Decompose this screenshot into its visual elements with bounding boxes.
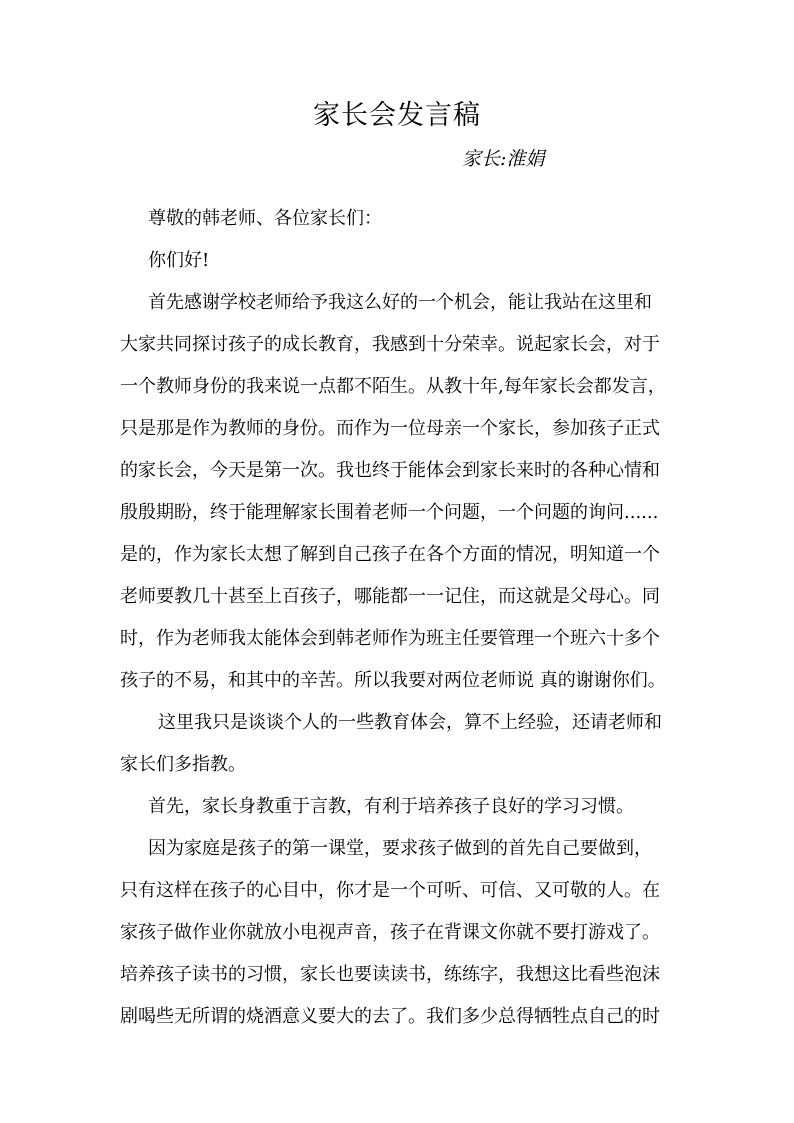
paragraph-line: 家长们多指教。 (120, 754, 246, 775)
paragraph-line: 殷殷期盼，终于能理解家长围着老师一个问题，一个问题的询问...... (120, 502, 659, 523)
paragraph-line: 因为家庭是孩子的第一课堂，要求孩子做到的首先自己要做到， (148, 838, 652, 859)
paragraph-line: 剧喝些无所谓的烧酒意义要大的去了。我们多少总得牺牲点自己的时 (120, 1006, 660, 1027)
paragraph-line: 家孩子做作业你就放小电视声音，孩子在背课文你就不要打游戏了。 (120, 922, 660, 943)
paragraph-line: 时，作为老师我太能体会到韩老师作为班主任要管理一个班六十多个 (120, 628, 660, 649)
paragraph-line: 老师要教几十甚至上百孩子，哪能都一一记住，而这就是父母心。同 (120, 586, 660, 607)
paragraph-line: 你们好! (148, 250, 210, 271)
document-title: 家长会发言稿 (313, 100, 481, 131)
paragraph-line: 首先，家长身教重于言教，有利于培养孩子良好的学习习惯。 (148, 796, 634, 817)
paragraph-line: 是的，作为家长太想了解到自己孩子在各个方面的情况，明知道一个 (120, 544, 660, 565)
author-line: 家长:淮娟 (462, 148, 545, 170)
paragraph-line: 一个教师身份的我来说一点都不陌生。从教十年,每年家长会都发言， (120, 376, 666, 397)
paragraph-line: 尊敬的韩老师、各位家长们： (148, 208, 382, 229)
paragraph-line: 只有这样在孩子的心目中，你才是一个可听、可信、又可敬的人。在 (120, 880, 660, 901)
paragraph-line: 孩子的不易，和其中的辛苦。所以我要对两位老师说 真的谢谢你们。 (120, 670, 666, 691)
paragraph-line: 首先感谢学校老师给予我这么好的一个机会，能让我站在这里和 (148, 292, 652, 313)
paragraph-line: 只是那是作为教师的身份。而作为一位母亲一个家长，参加孩子正式 (120, 418, 660, 439)
paragraph-line: 这里我只是谈谈个人的一些教育体会，算不上经验，还请老师和 (158, 712, 662, 733)
paragraph-line: 大家共同探讨孩子的成长教育，我感到十分荣幸。说起家长会，对于 (120, 334, 660, 355)
paragraph-line: 培养孩子读书的习惯，家长也要读读书，练练字，我想这比看些泡沫 (120, 964, 660, 985)
paragraph-line: 的家长会，今天是第一次。我也终于能体会到家长来时的各种心情和 (120, 460, 660, 481)
speech-body (120, 198, 695, 1038)
